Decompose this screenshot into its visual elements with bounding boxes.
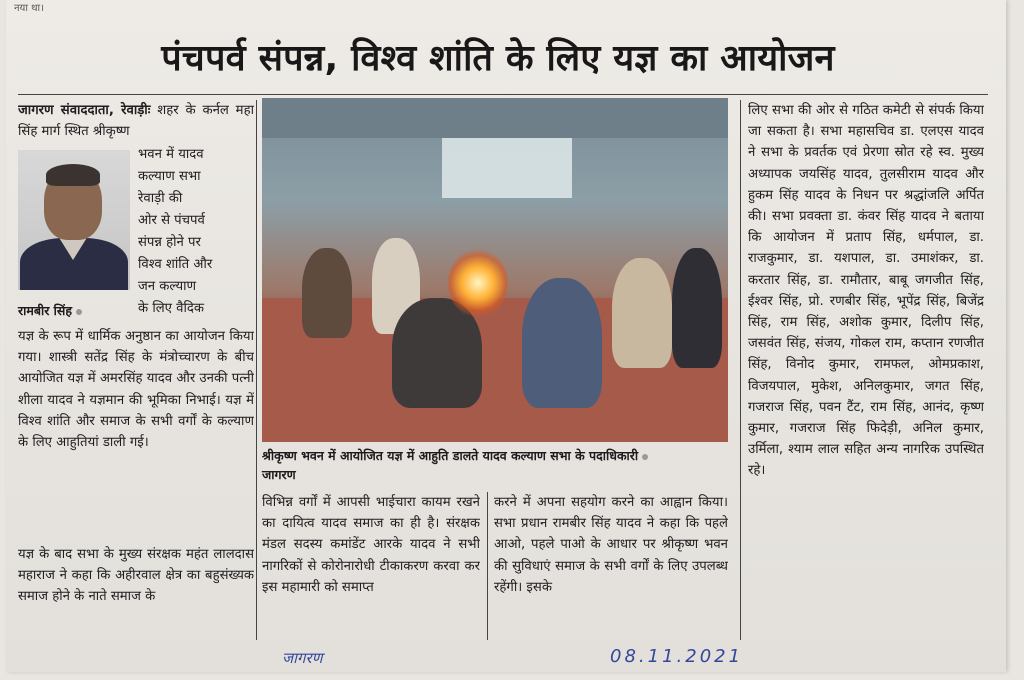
column-1-paragraph-2: यज्ञ के बाद सभा के मुख्य संरक्षक महंत लालदास महाराज ने कहा कि अहीरवाल क्षेत्र का बहुसंख्यक समाज होने के नाते समाज के — [18, 547, 254, 605]
headline: पंचपर्व संपन्न, विश्व शांति के लिए यज्ञ का आयोजन — [161, 38, 835, 79]
lead-text: शहर के कर्नल महा सिंह मार्ग स्थित श्रीकृष्ण — [18, 103, 254, 140]
column-3: करने में अपना सहयोग करने का आह्वान किया। सभा प्रधान रामबीर सिंह यादव ने कहा कि पहले आओ, पहले पाओ के आधार पर श्रीकृष्ण भवन की सुविधाएं समाज के सभी वर्गों के लिए उपलब्ध रहेंगी। इसके — [494, 495, 728, 595]
handwritten-stamp: जागरण — [282, 649, 323, 667]
column-1-paragraph-1: यज्ञ के रूप में धार्मिक अनुष्ठान का आयोजन किया गया। शास्त्री सतेंद्र सिंह के मंत्रोच्चारण के बीच आयोजित यज्ञ में अमरसिंह यादव और उनकी पत्नी शीला यादव ने यज्ञमान की भूमिका निभाई। यज्ञ में विश्व शांति और समाज के सभी वर्गों के कल्याण के लिए आहुतियां डाली गई। — [18, 329, 254, 451]
column-divider-3 — [740, 100, 741, 640]
column-divider-1 — [256, 100, 257, 640]
portrait-caption: रामबीर सिंह — [18, 302, 82, 319]
column-1-intro — [18, 100, 254, 140]
yagna-photo — [262, 98, 728, 442]
column-1-wrap-text: भवन में यादव कल्याण सभा रेवाड़ी की ओर से पंचपर्व संपन्न होने पर विश्व शांति और जन कल्याण के लिए वैदिक — [138, 147, 213, 316]
handwritten-date: 08.11.2021 — [610, 646, 744, 667]
portrait-photo — [18, 150, 130, 290]
column-divider-2 — [487, 492, 488, 640]
column-2: विभिन्न वर्गों में आपसी भाईचारा कायम रखने का दायित्व यादव समाज का ही है। संरक्षक मंडल सदस्य कमांडेंट आरके यादव ने सभी नागरिकों से कोरोनारोधी टीकाकरण करवा कर इस महामारी को समाप्त — [262, 495, 480, 595]
column-4: लिए सभा की ओर से गठित कमेटी से संपर्क किया जा सकता है। सभा महासचिव डा. एलएस यादव ने सभा के प्रवर्तक एवं प्रेरणा स्रोत रहे स्व. मुख्य अध्यापक जयसिंह यादव, तुलसीराम यादव और हुकम सिंह यादव के निधन पर श्रद्धांजलि अर्पित की। सभा प्रवक्ता डा. कंवर सिंह यादव ने बताया कि आयोजन में प्रताप सिंह, धर्मपाल, डा. राजकुमार, डा. यशपाल, डा. उमाशंकर, डा. करतार सिंह, डा. रामौतार, बाबू जगजीत सिंह, ईश्वर सिंह, प्रो. रणबीर सिंह, भूपेंद्र सिंह, बिजेंद्र सिंह, राम सिंह, अशोक कुमार, दिलीप सिंह, जसवंत सिंह, संजय, गोकल राम, कप्तान रणजीत सिंह, विनोद कुमार, रामफल, ओमप्रकाश, विजयपाल, मुकेश, अनिलकुमार, जगत सिंह, गजराज सिंह, पवन टैंट, राम सिंह, आनंद, कृष्ण कुमार, गजराज सिंह फिदेड़ी, अनिल कुमार, उर्मिला, श्याम लाल सहित अन्य नागरिक उपस्थित रहे। — [748, 103, 984, 479]
top-cut-text: नया था। — [14, 3, 44, 14]
byline: जागरण संवाददाता, रेवाड़ीः — [18, 103, 151, 118]
headline-rule — [18, 94, 988, 95]
photo-caption: श्रीकृष्ण भवन में आयोजित यज्ञ में आहुति डालते यादव कल्याण सभा के पदाधिकारी जागरण — [262, 446, 728, 484]
